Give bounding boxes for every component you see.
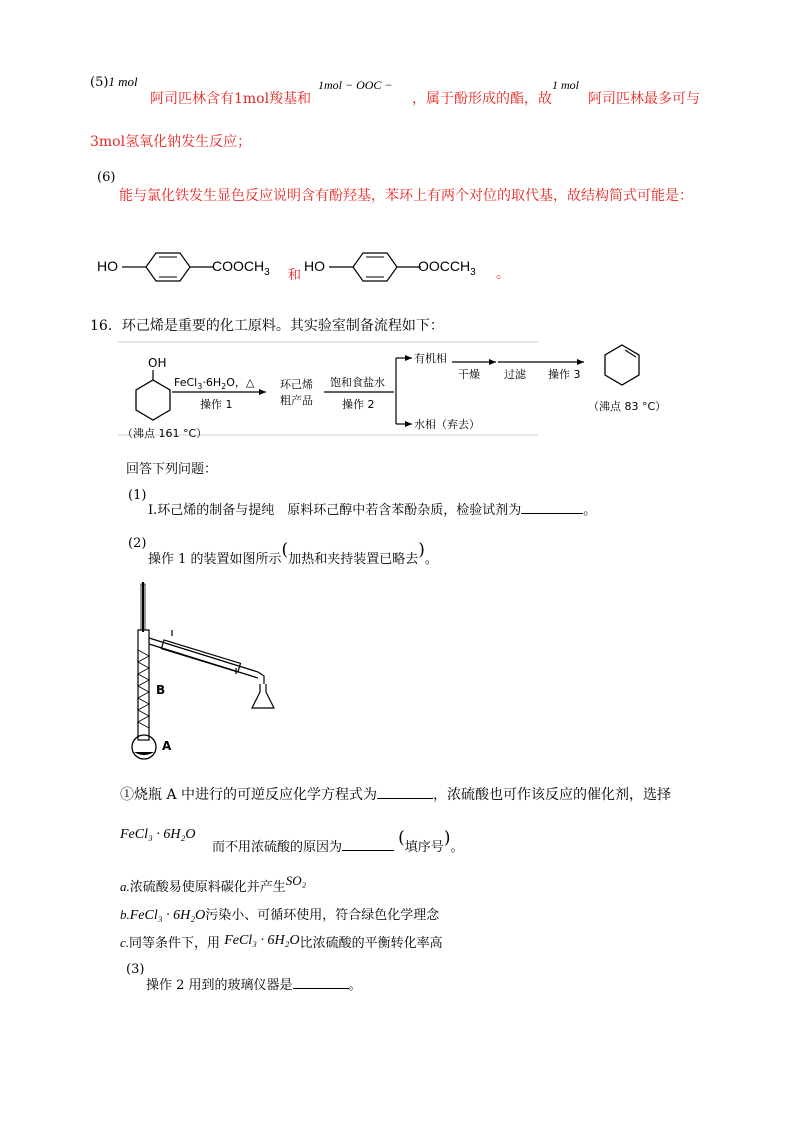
q16-title: 16．环己烯是重要的化工原料。其实验室制备流程如下： (90, 318, 444, 334)
structure-1-ho: HO (97, 258, 118, 274)
q1-blank[interactable] (521, 513, 583, 514)
q2b-paren-l: ( (398, 828, 405, 848)
option-a (120, 873, 307, 895)
p6-text: 能与氯化铁发生显色反应说明含有酚羟基，苯环上有两个对位的取代基，故结构简式可能是： (119, 188, 693, 204)
p5-num: (5) (90, 75, 109, 90)
cyclohexene-ring (605, 345, 639, 385)
p5-text-2: ，属于酚形成的酯，故 (412, 91, 552, 107)
q1-end: 。 (583, 503, 597, 518)
p6-number: (6) (97, 170, 116, 185)
structure-and: 和 (288, 268, 302, 283)
flow-op2: 操作 2 (342, 398, 375, 411)
q2b-end: 。 (450, 840, 464, 855)
option-a-math: SO₂ (285, 873, 307, 888)
option-c-text1: 同等条件下，用 (129, 936, 221, 951)
s2-sub: 3 (470, 266, 476, 278)
p5-math-2: 1mol − OOC − (318, 78, 393, 92)
q2a-mid: ，浓硫酸也可作该反应的催化剂，选择 (433, 787, 672, 803)
p5-line-2: 3mol氢氧化钠发生反应； (90, 134, 252, 150)
p5-math-1: 1 mol (108, 74, 138, 89)
q16-intro: 回答下列问题： (126, 462, 218, 477)
structure-1-cooch3 (212, 258, 270, 278)
flow-crude-1: 环己烯 (280, 378, 313, 391)
q2-end: 。 (424, 552, 438, 567)
option-b (120, 904, 439, 924)
flow-organic: 有机相 (414, 352, 447, 365)
option-a-label: a. (120, 879, 130, 894)
structure-2-ho: HO (304, 258, 325, 274)
q2-number: (2) (128, 536, 147, 551)
q2b-note: 填序号 (404, 840, 444, 855)
option-b-math: FeCl₃ · 6H₂O (129, 908, 206, 923)
p5-number (90, 74, 138, 90)
q2b-math: FeCl₃ · 6H₂O (120, 827, 196, 842)
distillation-apparatus (128, 580, 288, 760)
q2b-paren-r: ) (443, 828, 451, 848)
flow-chart (118, 340, 538, 444)
flow-crude-2: 粗产品 (280, 394, 313, 407)
p5-math-3: 1 mol (552, 78, 579, 92)
flow-oh: OH (148, 356, 167, 370)
s1-right: COOCH (212, 258, 265, 274)
s2-right: OOCCH (418, 258, 471, 274)
q1-line (148, 499, 596, 518)
q2-text: 操作 1 的装置如图所示 (148, 552, 282, 567)
flow-filter: 过滤 (504, 368, 526, 381)
flow-bp1: （沸点 161 °C） (122, 427, 208, 440)
option-b-text: 污染小、可循环使用，符合绿色化学理念 (205, 908, 440, 923)
q2-paren-r: ) (418, 540, 425, 560)
structure-2-ooccH3 (418, 258, 476, 278)
q1-number: (1) (128, 488, 147, 503)
q2-paren-l: ( (281, 540, 289, 560)
q3-blank[interactable] (293, 988, 349, 989)
option-c-text2: 比浓硫酸的平衡转化率高 (299, 936, 443, 951)
q1-text: Ⅰ.环己烯的制备与提纯 原料环己醇中若含苯酚杂质，检验试剂为 (148, 503, 522, 518)
flow-op3: 操作 3 (548, 368, 581, 381)
q3-text: 操作 2 用到的玻璃仪器是 (146, 978, 293, 993)
cyclohexanol-ring (136, 380, 170, 420)
q3-line (146, 974, 362, 993)
benzene-ring-2 (329, 250, 421, 284)
option-c-label: c. (120, 935, 130, 950)
q2b-line (212, 828, 464, 856)
p5-text-3: 阿司匹林最多可与 (588, 91, 700, 107)
flow-reagent: $FeCl_3\cdot 6H_2O$，△ (174, 376, 255, 391)
option-c (120, 932, 443, 952)
s1-sub: 3 (264, 266, 270, 278)
q2-note: 加热和夹持装置已略去 (288, 552, 419, 567)
option-b-label: b. (120, 907, 130, 922)
q2-line (148, 540, 438, 568)
flow-aqueous: 水相（弃去） (414, 418, 480, 431)
apparatus-label-b: B (156, 683, 166, 697)
flow-bp2: （沸点 83 °C） (588, 400, 667, 413)
q2a-line (120, 784, 671, 804)
apparatus-label-a: A (162, 739, 172, 753)
benzene-ring-1 (122, 250, 214, 284)
flow-dry: 干燥 (458, 368, 480, 381)
q2a-blank[interactable] (377, 798, 433, 799)
flow-op1: 操作 1 (200, 398, 233, 411)
flow-chart-end (538, 340, 688, 420)
q3-number: (3) (126, 962, 145, 977)
p5-text-1: 阿司匹林含有1mol羧基和 (150, 91, 312, 107)
option-a-text: 浓硫酸易使原料碳化并产生 (129, 880, 286, 895)
q2a-text: ①烧瓶 A 中进行的可逆反应化学方程式为 (120, 787, 378, 803)
q3-end: 。 (348, 978, 362, 993)
structure-end: 。 (496, 266, 510, 282)
q2b-text: 而不用浓硫酸的原因为 (212, 840, 343, 855)
option-c-math: FeCl₃ · 6H₂O (224, 933, 300, 948)
flow-brine: 饱和食盐水 (330, 376, 385, 389)
q2b-blank[interactable] (342, 850, 394, 851)
